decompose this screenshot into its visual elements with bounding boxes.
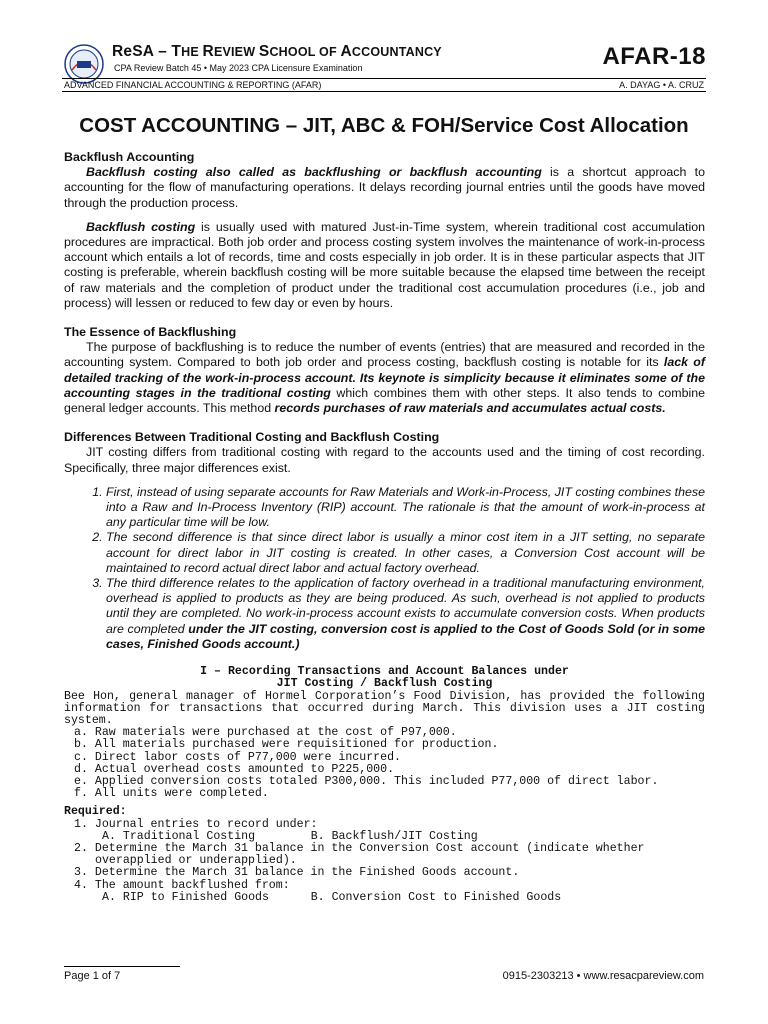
paragraph: JIT costing differs from traditional costing with regard to the accounts used and the timing of cost recording. Specifically, three major differences exist. (64, 445, 705, 475)
list-item: 3. Determine the March 31 balance in the Finished Goods account. (74, 866, 520, 880)
list-item: f. All units were completed. (74, 787, 269, 801)
problem-title: I – Recording Transactions and Account Balances under (200, 665, 569, 679)
authors-label: A. DAYAG • A. CRUZ (619, 80, 704, 90)
problem-items (64, 727, 705, 800)
list-item: 2. Determine the March 31 balance in the Conversion Cost account (indicate whether (74, 841, 645, 855)
list-item: c. Direct labor costs of P77,000 were incurred. (74, 750, 401, 764)
list-item: 1. First, instead of using separate accounts for Raw Materials and Work-in-Process, JIT costing combines these into a Raw and In-Process Inventory (RIP) account. The rationale is that the amount of work-in-process at any particular time will be low. (106, 485, 705, 531)
section-heading: The Essence of Backflushing (64, 325, 237, 340)
list-item: d. Actual overhead costs amounted to P225,000. (74, 762, 395, 776)
list-item: e. Applied conversion costs totaled P300,000. This included P77,000 of direct labor. (74, 774, 659, 788)
list-subitem: overapplied or underapplied). (95, 854, 297, 868)
list-item: a. Raw materials were purchased at the cost of P97,000. (74, 726, 457, 740)
school-name: ReSA – THE REVIEW SCHOOL OF ACCOUNTANCY (112, 43, 442, 60)
page-title: COST ACCOUNTING – JIT, ABC & FOH/Service Cost Allocation (79, 114, 689, 137)
list-item: 4. The amount backflushed from: (74, 878, 290, 892)
list-item: 2. The second difference is that since direct labor is usually a minor cost item in a JIT setting, no separate account for direct labor in JIT costing is created. In other cases, a Conversion Cost account will be maintained to record actual direct labor and actual factory overhead. (106, 530, 705, 576)
problem-block (64, 666, 705, 904)
paragraph: Backflush costing is usually used with matured Just-in-Time system, wherein traditional cost accumulation procedures are impractical. Both job order and process costing system involves the maintenance of work-in-process account which entails a lot of records, time and costs especially in job order. It is in these particular aspects that JIT costing is preferable, wherein backflush costing will be more suitable because the elapsed time between the receipt of raw materials and the completion of product under the traditional cost accumulation procedures (i.e., job and process) will lessen or reduced to few day or even by hours. (64, 219, 706, 310)
subject-band (62, 78, 706, 92)
required-label: Required: (64, 805, 127, 819)
subject-label: ADVANCED FINANCIAL ACCOUNTING & REPORTING (AFAR) (64, 80, 322, 90)
problem-title: JIT Costing / Backflush Costing (276, 677, 493, 691)
problem-intro: Bee Hon, general manager of Hormel Corporation’s Food Division, has provided the following information for transactions that occurred during March. This division uses a JIT costing system. (64, 689, 705, 727)
paragraph: The purpose of backflushing is to reduce the number of events (entries) that are measured and recorded in the accounting system. Compared to both job order and process costing, backflush costing is notable for its lack of detailed tracking of the work-in-process account. Its keynote is simplicity because it eliminates some of the accounting stages in the traditional costing which combines them with other steps. It also tends to combine general ledger accounts. This method records purchases of raw materials and accumulates actual costs. (64, 340, 705, 416)
handout-code: AFAR-18 (602, 43, 706, 70)
footer-divider (64, 966, 180, 967)
batch-info: CPA Review Batch 45 • May 2023 CPA Licensure Examination (114, 63, 363, 73)
section-heading: Backflush Accounting (64, 150, 195, 164)
list-subitem: A. RIP to Finished Goods B. Conversion Cost to Finished Goods (102, 890, 562, 904)
required-items (64, 819, 705, 904)
contact-info: 0915-2303213 • www.resacpareview.com (502, 970, 704, 982)
paragraph: Backflush costing also called as backflushing or backflush accounting is a shortcut approach to accounting for the flow of manufacturing operations. It delays recording journal entries until the goods have moved through the production process. (64, 165, 705, 210)
differences-list (86, 485, 705, 652)
list-item: 1. Journal entries to record under: (74, 817, 318, 831)
list-item: 3. The third difference relates to the application of factory overhead in a traditional manufacturing environment, overhead is applied to products as they are being produced. As such, overhead is not applied to products until they are completed. No work-in-process account exists to accumulate conversion costs. When products are completed under the JIT costing, conversion cost is applied to the Cost of Goods Sold (or in some cases, Finished Goods account.) (106, 576, 705, 652)
document-body (64, 150, 705, 904)
page-number: Page 1 of 7 (64, 970, 121, 982)
section-heading: Differences Between Traditional Costing and Backflush Costing (64, 430, 440, 445)
list-subitem: A. Traditional Costing B. Backflush/JIT Costing (102, 829, 478, 843)
list-item: b. All materials purchased were requisitioned for production. (74, 738, 499, 752)
